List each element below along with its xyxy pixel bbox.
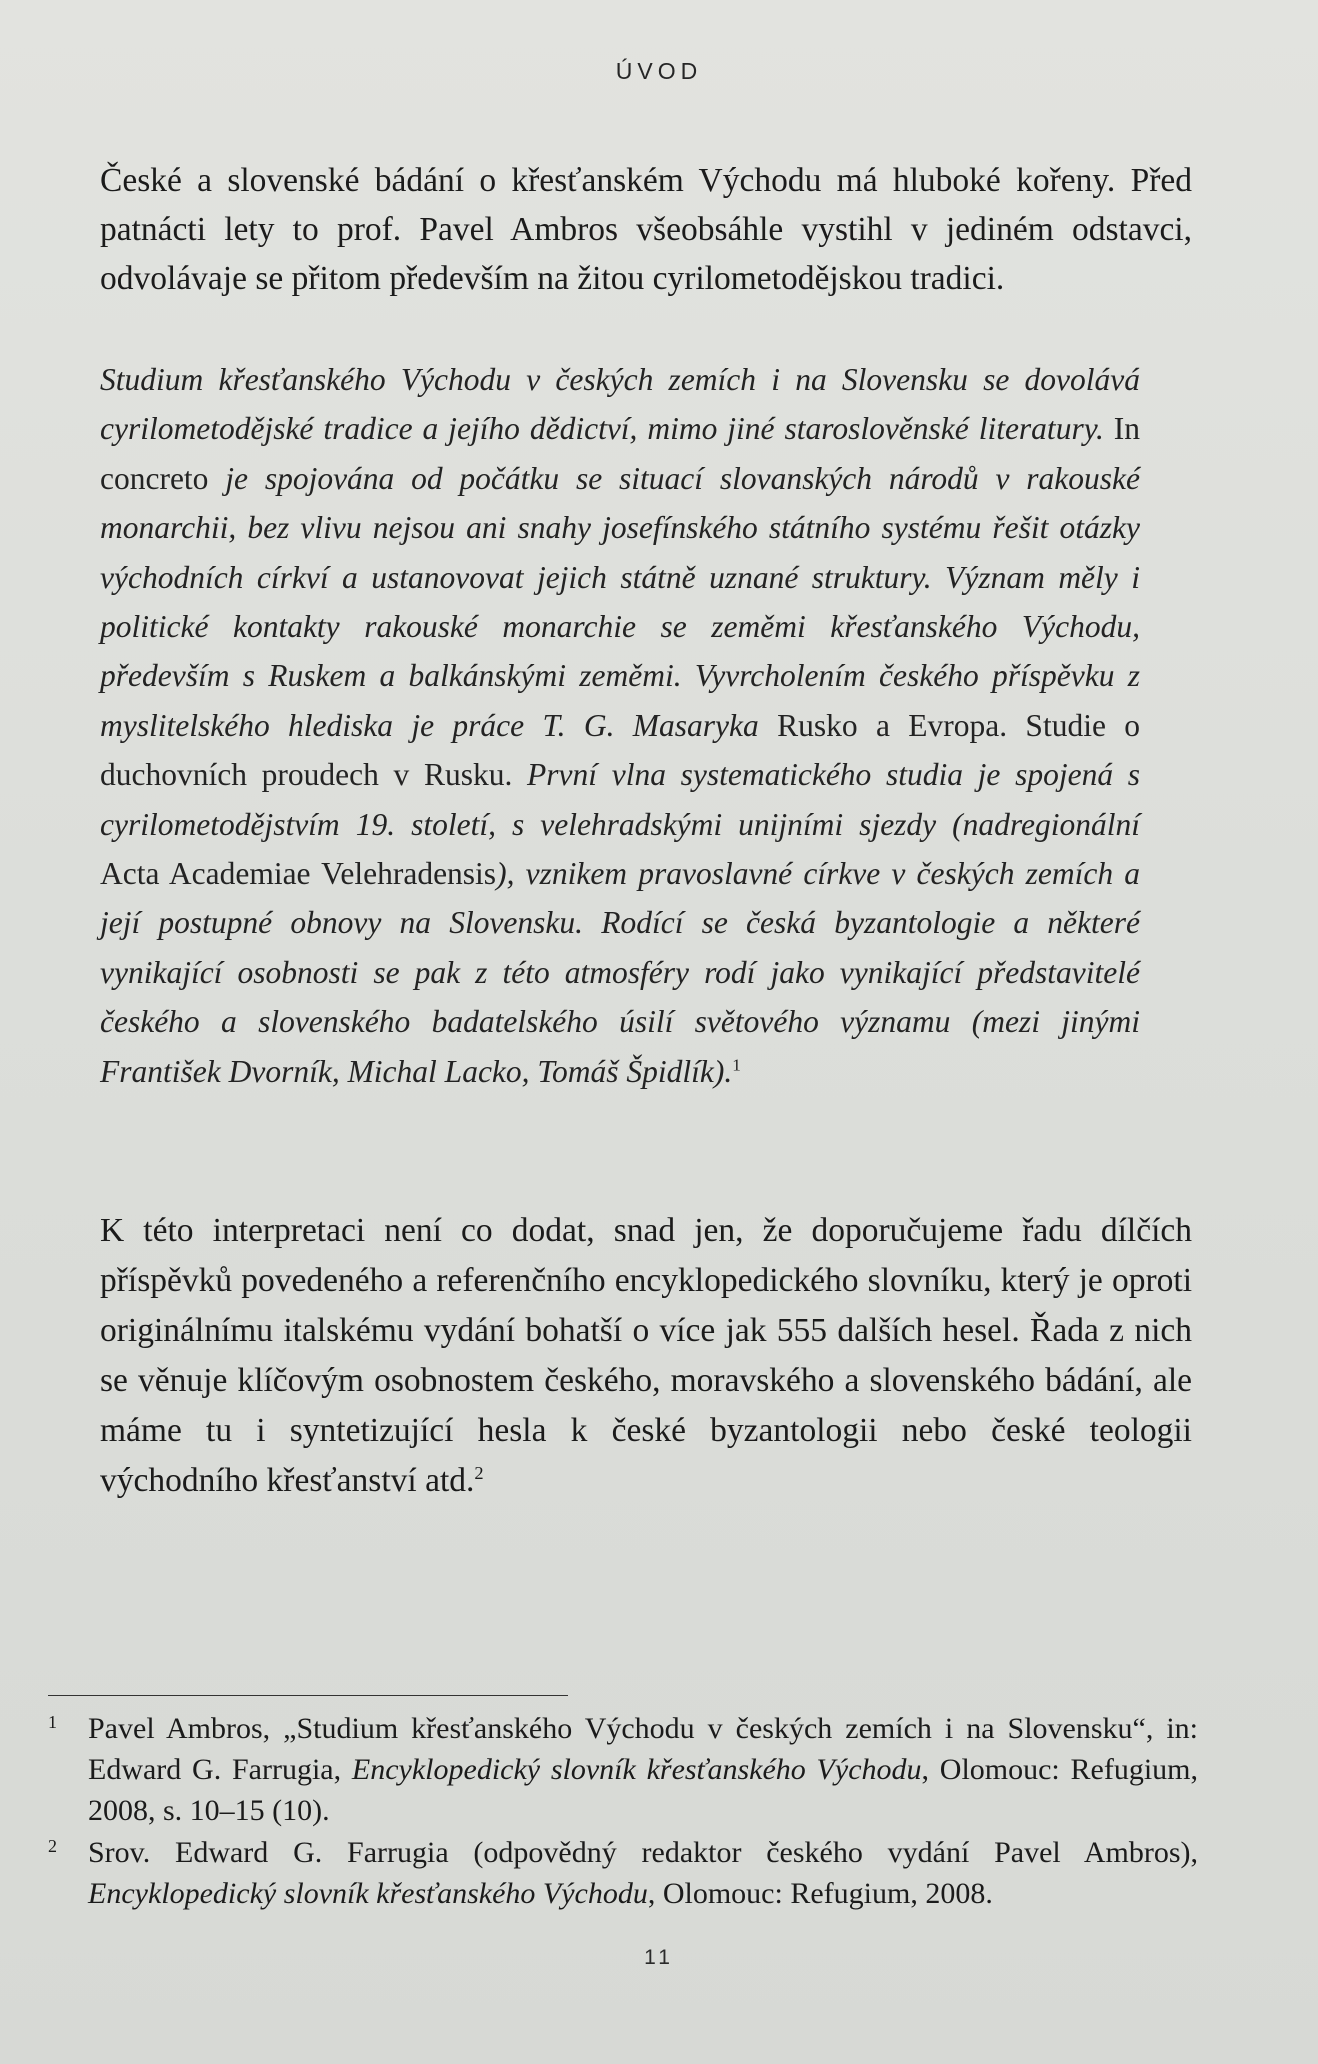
footnote-citation: Pavel Ambros, „Studium křesťanského Východu v českých zemích i na Slovensku“, in: Edward G. Farrugia,	[88, 1712, 1198, 1786]
footnote-divider	[48, 1695, 568, 1696]
footnote-ref-2[interactable]: 2	[474, 1462, 484, 1483]
paragraph-intro: České a slovenské bádání o křesťanském Východu má hluboké kořeny. Před patnácti lety to prof. Pavel Ambros všeobsáhle vystihl v jediném odstavci, odvolávaje se přitom především na žitou cyrilometodějskou tradici.	[100, 162, 1192, 297]
footnote-text	[88, 1832, 1198, 1914]
paragraph-conclusion	[100, 1206, 1192, 1506]
quote-latin-term: In concreto	[100, 411, 1141, 496]
footnote-number: 1	[48, 1712, 57, 1732]
block-quote	[100, 355, 1140, 1096]
footnote-citation-end: , Olomouc: Refugium, 2008, s. 10–15 (10).	[88, 1753, 1199, 1827]
footnote-ref-1[interactable]: 1	[732, 1055, 741, 1075]
quote-text-2: je spojována od počátku se situací slovanských národů v rakouské monarchii, bez vlivu nejsou ani snahy josefínského státního systému řešit otázky východních církví a ustanovovat jejich státně uznané struktury. Význam měly i politické kontakty rakouské monarchie se zeměmi křesťanského Východu, především s Ruskem a balkánskými zeměmi. Vyvrcholením českého příspěvku z myslitelského hlediska je práce T. G. Masaryka	[100, 460, 1141, 743]
footnote-number: 2	[48, 1836, 57, 1856]
footnote-1	[48, 1708, 1198, 1831]
quote-text-4: ), vznikem pravoslavné církve v českých zemích a její postupné obnovy na Slovensku. Rodící se česká byzantologie a některé vynikající osobnosti se pak z této atmosféry rodí jako vynikající představitelé českého a slovenského badatelského úsilí světového významu (mezi jinými František Dvorník, Michal Lacko, Tomáš Špidlík).	[100, 856, 1140, 1089]
quote-text-3: První vlna systematického studia je spojená s cyrilometodějstvím 19. století, s velehradskými unijními sjezdy (nadregionální	[100, 757, 1141, 842]
quote-book-title: Rusko a Evropa. Studie o duchovních proudech v Rusku.	[100, 707, 1141, 793]
footnote-citation-end: , Olomouc: Refugium, 2008.	[647, 1877, 993, 1910]
quote-text-1: Studium křesťanského Východu v českých zemích i na Slovensku se dovolává cyrilometodějské tradice a jejího dědictví, mimo jiné staroslověnské literatury.	[100, 362, 1140, 447]
footnote-book-title: Encyklopedický slovník křesťanského Východu	[351, 1753, 922, 1786]
footnote-book-title: Encyklopedický slovník křesťanského Východu	[88, 1877, 648, 1910]
footnote-2	[48, 1832, 1198, 1914]
paragraph-conclusion-text: K této interpretaci není co dodat, snad jen, že doporučujeme řadu dílčích příspěvků povedeného a referenčního encyklopedického slovníku, který je oproti originálnímu italskému vydání bohatší o více jak 555 dalších hesel. Řada z nich se věnuje klíčovým osobnostem českého, moravského a slovenského bádání, ale máme tu i syntetizující hesla k české byzantologii nebo české teologii východního křesťanství atd.	[100, 1212, 1192, 1499]
page-number: 11	[644, 1946, 674, 1969]
footnote-citation: Srov. Edward G. Farrugia (odpovědný redaktor českého vydání Pavel Ambros),	[88, 1836, 1198, 1869]
running-head: ÚVOD	[615, 58, 703, 84]
footnote-text	[88, 1708, 1198, 1831]
quote-journal-title: Acta Academiae Velehradensis	[100, 856, 497, 892]
